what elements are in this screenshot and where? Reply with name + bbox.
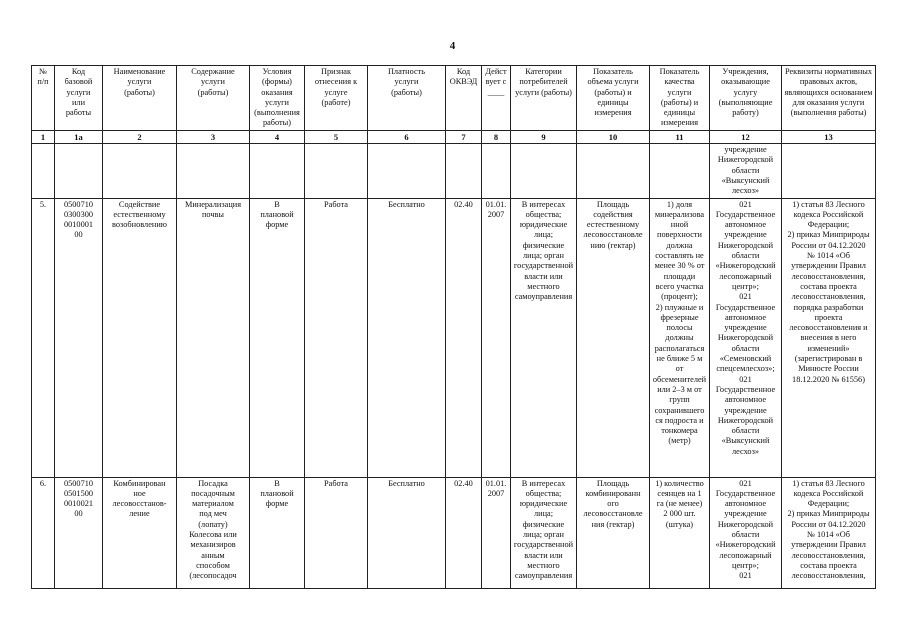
quality-indicator: 1) доля минерализова нной поверхности должна составлять не менее 30 % от площади всего участка (процент); 2) плужные и фрезерные полосы должны располагаться не ближе 5 м от обсеменителей или 2–3 м от групп сохранившего ся подроста и тонкомера (метр) xyxy=(650,198,710,477)
page-number: 4 xyxy=(449,40,456,52)
column-number: 8 xyxy=(482,130,511,143)
effective-date: 01.01. 2007 xyxy=(482,198,511,477)
volume-indicator: Площадь комбинированн ого лесовосстановле ния (гектар) xyxy=(577,477,650,588)
column-number: 3 xyxy=(177,130,250,143)
service-sign: Работа xyxy=(305,198,368,477)
services-registry-table xyxy=(31,65,876,589)
column-number: 2 xyxy=(103,130,177,143)
column-number: 5 xyxy=(305,130,368,143)
column-number: 10 xyxy=(577,130,650,143)
column-number: 6 xyxy=(368,130,446,143)
column-number-row xyxy=(32,130,876,143)
service-name: Комбинирован ное лесовосстанов- ление xyxy=(103,477,177,588)
header-cell: Реквизиты нормативных правовых актов, являющихся основанием для оказания услуги (выполнения работы) xyxy=(782,66,876,131)
service-conditions: В плановой форме xyxy=(250,477,305,588)
header-cell: Показатель качества услуги (работы) и единицы измерения xyxy=(650,66,710,131)
header-cell: Содержание услуги (работы) xyxy=(177,66,250,131)
legal-acts: 1) статья 83 Лесного кодекса Российской Федерации; 2) приказ Минприроды России от 04.12.2020 № 1014 «Об утверждении Правил лесовосстановления, состава проекта лесовосстановления, порядка разработки проекта лесовосстановления и внесения в него изменений» (зарегистрирован в Минюсте России 18.12.2020 № 61556) xyxy=(782,198,876,477)
header-cell: Показатель объема услуги (работы) и единицы измерения xyxy=(577,66,650,131)
service-payment: Бесплатно xyxy=(368,477,446,588)
service-content: Посадка посадочным материалом под меч (лопату) Колесова или механизиров анным способом (лесопосадоч xyxy=(177,477,250,588)
institutions: 021 Государственное автономное учреждение Нижегородской области «Нижегородский лесопожарный центр»; 021 xyxy=(710,477,782,588)
service-content: Минерализация почвы xyxy=(177,198,250,477)
table-row xyxy=(32,198,876,477)
service-name: Содействие естественному возобновлению xyxy=(103,198,177,477)
volume-indicator: Площадь содействия естественному лесовосстановле нию (гектар) xyxy=(577,198,650,477)
header-cell: Условия (формы) оказания услуги (выполнения работы) xyxy=(250,66,305,131)
okved-code: 02.40 xyxy=(446,477,482,588)
column-number: 7 xyxy=(446,130,482,143)
row-number: 5. xyxy=(32,198,55,477)
continuation-row xyxy=(32,144,876,198)
legal-acts: 1) статья 83 Лесного кодекса Российской Федерации; 2) приказ Минприроды России от 04.12.2020 № 1014 «Об утверждении Правил лесовосстановления, состава проекта лесовосстановления, xyxy=(782,477,876,588)
column-number: 1а xyxy=(55,130,103,143)
header-row xyxy=(32,66,876,131)
header-cell: Наименование услуги (работы) xyxy=(103,66,177,131)
column-number: 4 xyxy=(250,130,305,143)
header-cell: Категории потребителей услуги (работы) xyxy=(511,66,577,131)
column-number: 13 xyxy=(782,130,876,143)
service-sign: Работа xyxy=(305,477,368,588)
effective-date: 01.01. 2007 xyxy=(482,477,511,588)
column-number: 1 xyxy=(32,130,55,143)
row-number: 6. xyxy=(32,477,55,588)
continuation-institution: учреждение Нижегородской области «Выксунский лесхоз» xyxy=(710,144,782,198)
column-number: 9 xyxy=(511,130,577,143)
table-row xyxy=(32,477,876,588)
header-cell: Код базовой услуги или работы xyxy=(55,66,103,131)
institutions: 021 Государственное автономное учреждение Нижегородской области «Нижегородский лесопожарный центр»; 021 Государственное автономное учреждение Нижегородской области «Семеновский спецсемлесхоз»; 021 Государственное автономное учреждение Нижегородской области «Выксунский лесхоз» xyxy=(710,198,782,477)
column-number: 11 xyxy=(650,130,710,143)
service-payment: Бесплатно xyxy=(368,198,446,477)
header-cell: Признак отнесения к услуге (работе) xyxy=(305,66,368,131)
consumer-categories: В интересах общества; юридические лица; физические лица; орган государственной власти или местного самоуправления xyxy=(511,198,577,477)
okved-code: 02.40 xyxy=(446,198,482,477)
header-cell: № п/п xyxy=(32,66,55,131)
service-code: 0500710 0300300 0010001 00 xyxy=(55,198,103,477)
header-cell: Платность услуги (работы) xyxy=(368,66,446,131)
consumer-categories: В интересах общества; юридические лица; физические лица; орган государственной власти или местного самоуправления xyxy=(511,477,577,588)
service-conditions: В плановой форме xyxy=(250,198,305,477)
service-code: 0500710 0501500 0010021 00 xyxy=(55,477,103,588)
header-cell: Дейст вует с ____ xyxy=(482,66,511,131)
header-cell: Учреждения, оказывающие услугу (выполняющие работу) xyxy=(710,66,782,131)
quality-indicator: 1) количество сеянцев на 1 га (не менее) 2 000 шт. (штука) xyxy=(650,477,710,588)
column-number: 12 xyxy=(710,130,782,143)
header-cell: Код ОКВЭД xyxy=(446,66,482,131)
